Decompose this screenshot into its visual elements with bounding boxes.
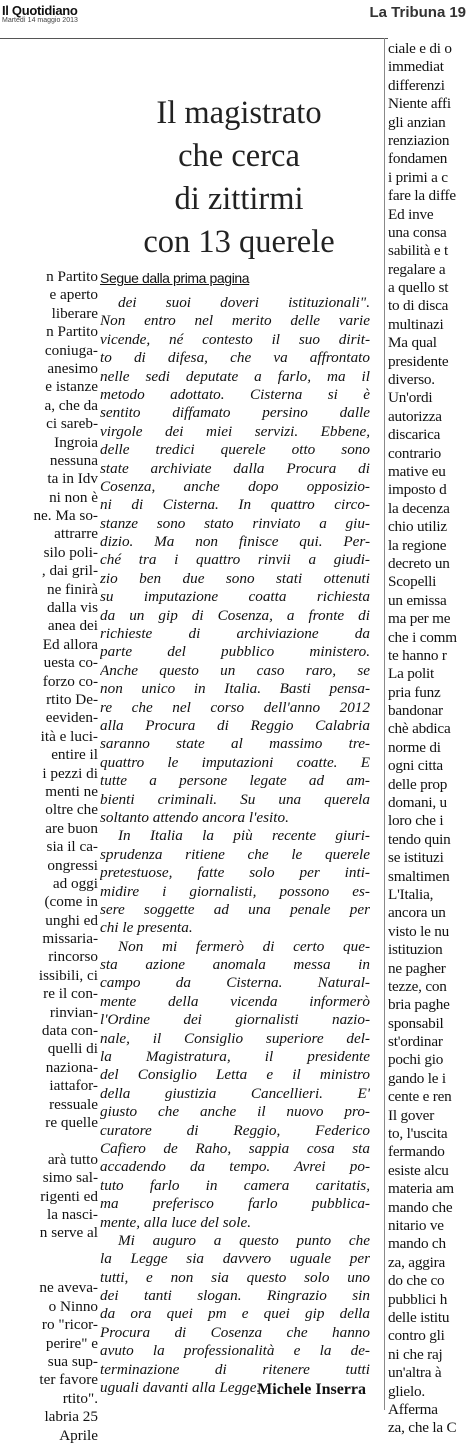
- article-kicker: Segue dalla prima pagina: [100, 270, 250, 286]
- masthead-right: [369, 4, 466, 21]
- text-line: fondamen: [388, 150, 448, 168]
- body-line: non unico in Italia. Basti pensa-: [100, 680, 370, 698]
- text-line: rtito De-: [46, 690, 98, 708]
- text-line: discarica: [388, 426, 441, 444]
- text-line: fermando: [388, 1143, 445, 1161]
- text-line: eeviden-: [45, 709, 98, 727]
- newspaper-name-left: Il Quotidiano: [2, 3, 78, 18]
- text-line: istituzion: [388, 941, 443, 959]
- body-line: zio ben due sono stati ottenuti: [100, 569, 370, 587]
- text-line: ta in Idv: [47, 470, 98, 488]
- body-line: Non entro nel merito delle varie: [100, 312, 370, 330]
- body-line: parte del pubblico ministero.: [100, 643, 370, 661]
- text-line: smaltimen: [388, 867, 450, 885]
- body-line: delle tredici querele otto sono: [100, 441, 370, 459]
- body-line: mente della vicenda informerò: [100, 992, 370, 1010]
- body-line: Cafiero de Raho, sappia cosa sta: [100, 1139, 370, 1157]
- body-line: del Consiglio Letta e il ministro: [100, 1066, 370, 1084]
- text-line: n serve al: [39, 1224, 98, 1242]
- text-line: gli anzian: [388, 113, 446, 131]
- body-line: sere soggette ad una penale per: [100, 900, 370, 918]
- text-line: mando che: [388, 1198, 453, 1216]
- body-line: campo da Cisterna. Natural-: [100, 974, 370, 992]
- author-signature: Michele Inserra: [257, 1381, 366, 1398]
- text-line: ci sareb-: [46, 415, 98, 433]
- body-line: la Magistratura, il presidente: [100, 1048, 370, 1066]
- body-line: da un gip di Cosenza, a fronte di: [100, 606, 370, 624]
- body-line: Cosenza, anche dopo opposizio-: [100, 477, 370, 495]
- text-line: domani, u: [388, 794, 447, 812]
- body-line: mente, alla luce del sole.: [100, 1213, 251, 1231]
- text-line: o Ninno: [48, 1297, 98, 1315]
- text-line: i primi a c: [388, 168, 448, 186]
- text-line: ne finirà: [46, 580, 98, 598]
- right-column-fragment: [388, 40, 470, 1438]
- text-line: La polit: [388, 665, 435, 683]
- text-line: silo poli-: [43, 543, 98, 561]
- text-line: iattafor-: [49, 1077, 98, 1095]
- body-line: soltanto attendo ancora l'esito.: [100, 808, 289, 826]
- text-line: L'Italia,: [388, 885, 434, 903]
- body-line: Mi auguro a questo punto che: [118, 1231, 370, 1249]
- body-line: midire i giornalisti, possono es-: [100, 882, 370, 900]
- text-line: ne. Ma so-: [33, 507, 98, 525]
- headline-line: di zittirmi: [174, 181, 304, 217]
- headline-line: che cerca: [178, 138, 300, 174]
- body-line: ché tra i quattro rinvii a giudi-: [100, 551, 370, 569]
- text-line: regalare a: [388, 260, 446, 278]
- text-line: i pezzi di: [42, 764, 98, 782]
- body-line: pretestuose, fatte solo per inti-: [100, 864, 370, 882]
- text-line: sia il ca-: [46, 838, 98, 856]
- text-line: chè abdica: [388, 720, 451, 738]
- text-line: Ma qual: [388, 334, 437, 352]
- text-line: multinazi: [388, 315, 444, 333]
- text-line: pria funz: [388, 683, 441, 701]
- text-line: ad oggi: [52, 874, 98, 892]
- text-line: forzo co-: [42, 672, 98, 690]
- text-line: la decenza: [388, 499, 450, 517]
- text-line: [0, 1261, 98, 1279]
- text-line: renziazion: [388, 131, 450, 149]
- body-line: avuto la professionalità e la de-: [100, 1342, 370, 1360]
- body-line: su imputazione coatta richiesta: [100, 588, 370, 606]
- masthead-left: [2, 3, 78, 24]
- body-line: curatore di Reggio, Federico: [100, 1121, 370, 1139]
- text-line: ni non è: [49, 488, 98, 506]
- article-body: [100, 294, 370, 1397]
- text-line: ongressi: [47, 856, 98, 874]
- text-line: liberare: [51, 304, 98, 322]
- text-line: loro che i: [388, 812, 444, 830]
- text-line: chio utiliz: [388, 518, 447, 536]
- text-line: data con-: [41, 1022, 98, 1040]
- body-line: state archiviate dalla Procura di: [100, 459, 370, 477]
- body-line: dei suoi doveri istituzionali".: [118, 294, 370, 311]
- column-divider: [384, 38, 385, 1410]
- body-line: Anche questo un caso raro, se: [100, 661, 370, 679]
- text-line: menti ne: [45, 782, 98, 800]
- text-line: re quelle: [45, 1113, 98, 1131]
- text-line: gando le i: [388, 1069, 446, 1087]
- text-line: diverso.: [388, 371, 435, 389]
- body-line: quattro le imputazioni coatte. E: [100, 753, 370, 771]
- page-number: 19: [449, 4, 466, 21]
- text-line: contrario: [388, 444, 442, 462]
- body-line: ma preferisco farlo pubblica-: [100, 1195, 370, 1213]
- text-line: presidente: [388, 352, 449, 370]
- text-line: coniuga-: [44, 341, 98, 359]
- text-line: Il gover: [388, 1106, 435, 1124]
- text-line: Ingroia: [54, 433, 98, 451]
- text-line: ne aveva-: [39, 1279, 98, 1297]
- text-line: attrarre: [54, 525, 98, 543]
- body-line: nelle sedi deputate a farlo, ma il: [100, 367, 370, 385]
- text-line: nitario ve: [388, 1217, 444, 1234]
- text-line: Ed allora: [42, 635, 98, 653]
- text-line: che i comm: [388, 628, 457, 646]
- body-line: richieste di archiviazione da: [100, 625, 370, 643]
- text-line: mative eu: [388, 462, 446, 480]
- text-line: visto le nu: [388, 922, 450, 940]
- text-line: la regione: [388, 536, 447, 554]
- text-line: rincorso: [48, 948, 98, 966]
- text-line: a, che da: [44, 396, 98, 414]
- text-line: to di disca: [388, 297, 449, 315]
- body-line: l'Ordine dei giornalisti nazio-: [100, 1011, 370, 1029]
- text-line: Niente affi: [388, 95, 451, 113]
- text-line: Scopelli: [388, 573, 437, 591]
- body-line: to di difesa, che va affrontato: [100, 349, 370, 367]
- text-line: anesimo: [47, 359, 98, 377]
- left-column-fragment: [0, 268, 98, 1445]
- body-line: sprudenza ritiene che le querele: [100, 845, 370, 863]
- text-line: ancora un: [388, 904, 446, 922]
- text-line: are buon: [45, 819, 98, 837]
- text-line: immediat: [388, 58, 444, 76]
- text-line: labria 25: [44, 1408, 98, 1426]
- text-line: Un'ordi: [388, 389, 433, 407]
- text-line: missaria-: [42, 930, 98, 948]
- text-line: cente e ren: [388, 1088, 452, 1106]
- text-line: e aperto: [49, 286, 98, 304]
- body-line: tutti, e non sia questo solo uno: [100, 1268, 370, 1286]
- text-line: ità e luci-: [40, 727, 98, 745]
- body-line: uguali davanti alla Legge.: [100, 1379, 261, 1397]
- newspaper-name-right: La Tribuna: [369, 4, 446, 21]
- body-line: bienti criminali. Su una querela: [100, 790, 370, 808]
- text-line: un emissa: [388, 591, 447, 609]
- text-line: simo sal-: [42, 1169, 98, 1187]
- body-line: sentito diffamato persino dalle: [100, 404, 370, 422]
- text-line: [0, 1132, 98, 1150]
- body-line: accadendo da tempo. Avrei po-: [100, 1158, 370, 1176]
- text-line: delle prop: [388, 775, 448, 793]
- text-line: bandonar: [388, 702, 443, 720]
- text-line: te hanno r: [388, 646, 447, 664]
- text-line: ne pagher: [388, 959, 446, 977]
- header-rule: [0, 38, 388, 39]
- body-line: dizio. Ma non finisce qui. Per-: [100, 533, 370, 551]
- text-line: esiste alcu: [388, 1161, 449, 1179]
- text-line: ogni citta: [388, 757, 443, 775]
- text-line: uesta co-: [43, 654, 98, 672]
- body-line: la Legge sia davvero uguale per: [100, 1250, 370, 1268]
- text-line: oltre che: [45, 801, 98, 819]
- body-line: ni di Cisterna. In quattro circo-: [100, 496, 370, 514]
- body-line: nale, il Consiglio superiore del-: [100, 1029, 370, 1047]
- text-line: za, aggira: [388, 1253, 446, 1271]
- text-line: Aprile: [59, 1426, 98, 1444]
- text-line: za, che la C: [388, 1419, 457, 1437]
- text-line: ressuale: [49, 1095, 98, 1113]
- text-line: una consa: [388, 223, 447, 241]
- body-line: tutte a persone legate ad am-: [100, 772, 370, 790]
- text-line: contro gli: [388, 1327, 445, 1345]
- body-line: saranno state al massimo tre-: [100, 735, 370, 753]
- text-line: e istanze: [45, 378, 98, 396]
- text-line: rigenti ed: [40, 1187, 98, 1205]
- body-line: Non mi fermerò di certo que-: [118, 937, 370, 955]
- text-line: differenzi: [388, 76, 445, 94]
- text-line: ter favore: [39, 1371, 98, 1389]
- text-line: arà tutto: [47, 1150, 98, 1168]
- text-line: sponsabil: [388, 1014, 444, 1032]
- page-header: [0, 0, 470, 38]
- text-line: sua sup-: [47, 1353, 98, 1371]
- text-line: a quello st: [388, 279, 449, 297]
- text-line: rtito".: [62, 1389, 98, 1407]
- text-line: un'altra à: [388, 1364, 442, 1382]
- body-line: chi le presenta.: [100, 919, 193, 937]
- text-line: n Partito: [46, 268, 98, 285]
- text-line: anea dei: [47, 617, 98, 635]
- text-line: n Partito: [46, 323, 98, 341]
- body-line: virgole dei miei servizi. Ebbene,: [100, 422, 370, 440]
- body-line: alla Procura di Reggio Calabria: [100, 716, 370, 734]
- text-line: quelli di: [47, 1040, 98, 1058]
- body-line: da ora quei pm e quei gip della: [100, 1305, 370, 1323]
- body-line: metodo adottato. Cisterna si è: [100, 385, 370, 403]
- article-headline: [104, 92, 374, 264]
- issue-date: Martedì 14 maggio 2013: [2, 17, 78, 24]
- body-line: tuto farlo in camera caritatis,: [100, 1176, 370, 1194]
- text-line: decreto un: [388, 554, 450, 572]
- text-line: bria paghe: [388, 996, 450, 1014]
- text-line: ni che raj: [388, 1345, 443, 1363]
- text-line: norme di: [388, 738, 441, 756]
- text-line: do che co: [388, 1272, 445, 1290]
- text-line: to, l'uscita: [388, 1125, 448, 1143]
- body-line: terminazione di ritenere tutti: [100, 1360, 370, 1378]
- text-line: pubblici h: [388, 1290, 448, 1308]
- body-line: stanze sono stato rinviato a giu-: [100, 514, 370, 532]
- body-line: vicende, né contesto il suo dirit-: [100, 330, 370, 348]
- text-line: rinvian-: [49, 1003, 98, 1021]
- text-line: fare la diffe: [388, 187, 456, 205]
- body-line: dei tanti slogan. Ringrazio sin: [100, 1287, 370, 1305]
- text-line: sabilità e t: [388, 242, 449, 260]
- text-line: glielo.: [388, 1382, 425, 1400]
- text-line: nessuna: [49, 451, 98, 469]
- text-line: unghi ed: [45, 911, 98, 929]
- headline-line: Il magistrato: [156, 95, 322, 131]
- body-line: re che nel corso dell'anno 2012: [100, 698, 370, 716]
- text-line: [0, 1243, 98, 1261]
- text-line: tezze, con: [388, 977, 447, 995]
- text-line: la nasci-: [46, 1205, 98, 1223]
- text-line: autorizza: [388, 407, 442, 425]
- text-line: ciale e di o: [388, 40, 452, 57]
- text-line: Afferma: [388, 1400, 438, 1418]
- text-line: re il con-: [43, 985, 98, 1003]
- text-line: naziona-: [45, 1058, 98, 1076]
- text-line: materia am: [388, 1180, 454, 1198]
- text-line: imposto d: [388, 481, 447, 499]
- text-line: , dai gril-: [41, 562, 98, 580]
- text-line: perire" e: [45, 1334, 98, 1352]
- body-line: della giustizia Cancellieri. E': [100, 1084, 370, 1102]
- text-line: se istituzi: [388, 849, 444, 867]
- text-line: entire il: [51, 746, 98, 764]
- body-line: In Italia la più recente giuri-: [118, 827, 370, 845]
- text-line: delle istitu: [388, 1308, 450, 1326]
- text-line: dalla vis: [46, 599, 98, 617]
- text-line: ma per me: [388, 610, 451, 628]
- text-line: tendo quin: [388, 830, 451, 848]
- body-line: Procura di Cosenza che hanno: [100, 1323, 370, 1341]
- headline-line: con 13 querele: [143, 224, 335, 260]
- body-line: sta azione anomala messa in: [100, 956, 370, 974]
- body-line: giusto che anche il nuovo pro-: [100, 1103, 370, 1121]
- text-line: ro "ricor-: [41, 1316, 98, 1334]
- text-line: issibili, ci: [38, 966, 98, 984]
- text-line: (come in: [44, 893, 98, 911]
- text-line: pochi gio: [388, 1051, 444, 1069]
- text-line: st'ordinar: [388, 1033, 443, 1051]
- text-line: mando ch: [388, 1235, 446, 1253]
- text-line: Ed inve: [388, 205, 434, 223]
